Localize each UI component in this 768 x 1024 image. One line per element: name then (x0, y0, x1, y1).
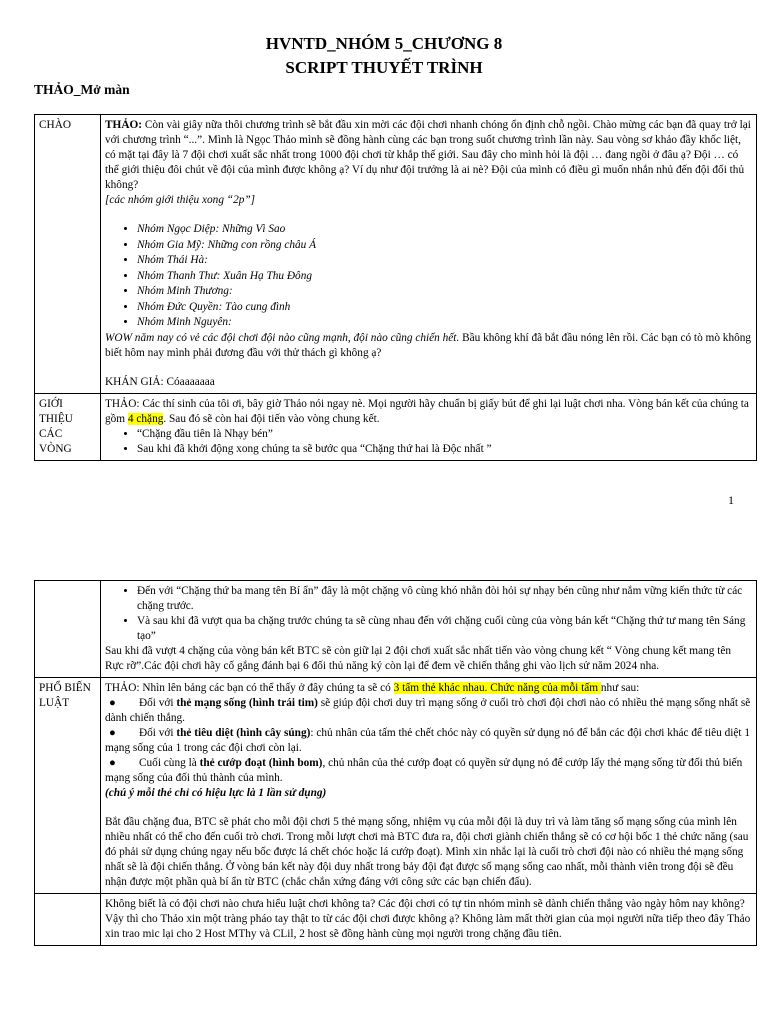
bullet-icon: ● (109, 697, 116, 709)
rule-note: (chú ý mỗi thẻ chỉ có hiệu lực là 1 lần sử dụng) (105, 787, 327, 799)
row-label: PHỔ BIẾN LUẬT (35, 678, 101, 894)
page-number: 1 (728, 493, 734, 507)
row-content (101, 581, 757, 678)
intro-text: THẢO: Các thí sinh của tôi ơi, bây giờ Thảo nói ngay nè. Mọi người hãy chuẩn bị giấy bút để ghi lại luật chơi nha. Vòng bán kết của chúng ta gồm (105, 397, 749, 425)
row-content (101, 894, 757, 946)
final-paragraph: Sau khi đã vượt 4 chặng của vòng bán kết BTC sẽ còn giữ lại 2 đội chơi xuất sắc nhất tiến vào vòng chung kết “ Vòng chung kết mang tên Rực rỡ”.Các đội chơi hãy cố gắng đánh bại 6 đối thủ năng ký còn lại để đem về chiến thắng ghi vào lịch sử năm 2024 nha. (105, 645, 732, 672)
rule-text: Đối với (139, 727, 177, 739)
row-label (35, 581, 101, 678)
row-content (101, 678, 757, 894)
list-item: • Nhóm Ngọc Diệp: Những Vì Sao (137, 222, 752, 238)
bullet-icon: ● (109, 757, 116, 769)
intro-text: Còn vài giây nữa thôi chương trình sẽ bắt đầu xin mời các đội chơi nhanh chóng ổn định chỗ ngồi. Chào mừng các bạn đã quay trở lại với chương trình “...”. Mình là Ngọc Thảo mình sẽ đồng hành cùng các bạn trong suốt chương trình lần này. Sau vòng sơ khảo đầy khốc liệt, có mặt tại đây là 7 đội chơi xuất sắc nhất trong 1000 đội chơi từ khắp thế giới. Sau đây cho mình hỏi là đội … đang ngồi ở đâu ạ? Đội … có thể giới thiệu đôi chút về đội của mình được không ạ? Ví dụ như đội trưởng là ai nè? Đội của mình có điều gì muốn nhắn nhủ đến đội đối thủ không? (105, 119, 751, 191)
rule-item (105, 696, 752, 726)
rule-card-name: thẻ tiêu diệt (hình cây súng) (176, 727, 311, 739)
rule-text: : chủ nhân của tấm thẻ chết chóc này có quyền sử dụng nó để bắn các đội chơi khác để tiêu diệt 1 mạng sống của 1 trong các đội chơi còn lại. (105, 727, 751, 754)
highlighted-text: 3 tấm thẻ khác nhau. Chức năng của mỗi tấm (393, 682, 601, 694)
row-label: GIỚI THIỆU CÁC VÒNG (35, 393, 101, 460)
rule-card-name: thẻ mạng sống (hình trái tim) (176, 697, 318, 709)
list-item: • Và sau khi đã vượt qua ba chặng trước chúng ta sẽ cùng nhau đến với chặng cuối cùng của vòng bán kết “Chặng thứ tư mang tên Sáng tạo” (137, 614, 752, 644)
audience-line: KHÁN GIẢ: Cóaaaaaaa (105, 375, 215, 388)
table-row-pho-bien (35, 678, 757, 894)
list-item: • Nhóm Minh Nguyên: (137, 315, 752, 331)
speaker-name: THẢO: (105, 119, 143, 131)
rule-item (105, 756, 752, 786)
stage-note: [các nhóm giới thiệu xong “2p”] (105, 194, 256, 206)
table-row-continue (35, 581, 757, 678)
intro-text: THẢO: Nhìn lên bảng các bạn có thể thấy ở đây chúng ta sẽ có (105, 682, 394, 694)
page-gap (0, 525, 768, 560)
stage-list (105, 584, 752, 644)
script-table-2 (34, 580, 757, 946)
bullet-icon: ● (109, 727, 116, 739)
table-row-gioi-thieu (35, 393, 757, 460)
rule-card-name: thẻ cướp đoạt (hình bom) (199, 757, 323, 769)
wow-italic-text: WOW năm nay có vẻ các đội chơi đội nào cũng mạnh, đội nào cũng chiến hết. (105, 331, 460, 344)
script-table-1 (34, 114, 757, 461)
document-page-2 (0, 560, 768, 1024)
rule-item (105, 726, 752, 756)
table-row-chao (35, 115, 757, 394)
stage-list (105, 427, 752, 457)
rule-text: sẽ giúp đội chơi duy trì mạng sống ở cuối trò chơi đội chơi nào có nhiều thẻ mạng sống nhất sẽ dành chiến thắng. (105, 697, 751, 724)
list-item: • Đến với “Chặng thứ ba mang tên Bí ẩn” đây là một chặng vô cùng khó nhằn đòi hỏi sự nhạy bén cũng như nắm vững kiến thức từ các chặng trước. (137, 584, 752, 614)
section-heading: THẢO_Mở màn (34, 82, 130, 97)
row-label (35, 894, 101, 946)
list-item: • Sau khi đã khởi động xong chúng ta sẽ bước qua “Chặng thứ hai là Độc nhất ” (137, 442, 752, 457)
list-item: • Nhóm Đức Quyền: Tào cung đình (137, 300, 752, 316)
wow-rest-text: Bầu không khí đã bắt đầu nóng lên rồi. Các bạn có tò mò không biết hôm nay mình phải đương đầu với thử thách gì không ạ? (105, 331, 752, 359)
rules-paragraph: Bắt đầu chặng đua, BTC sẽ phát cho mỗi đội chơi 5 thẻ mạng sống, nhiệm vụ của mỗi đội là duy trì và làm tăng số mạng sống của mình lên nhiều nhất có thể cho đến cuối trò chơi. Trong mỗi lượt chơi mà BTC đưa ra, đội chơi giành chiến thắng sẽ có cơ hội bốc 1 thẻ chức năng (sau đó phải sử dụng chúng ngay nếu bốc được lá chết chóc hoặc lá cướp đoạt). Mình xin nhắc lại là cuối trò chơi đội nào có nhiều thẻ mạng sống nhất sẽ là đội chiến thắng. Ở vòng bán kết này đội duy nhất trong bảy đội đạt được số mạng sống cao nhất, mỗi thành viên trong đội sẽ đều nhận được một phần quà bí ẩn từ BTC (chắc chắn xứng đáng với công sức các bạn chiến đấu). (105, 816, 749, 888)
intro-paragraph (105, 681, 752, 696)
intro-paragraph (105, 397, 752, 427)
intro-text-end: như sau: (600, 682, 640, 694)
table-row-last (35, 894, 757, 946)
rule-text: Cuối cùng là (139, 757, 200, 769)
intro-paragraph (105, 118, 752, 193)
team-list (105, 222, 752, 331)
list-item: • Nhóm Thanh Thư: Xuân Hạ Thu Đông (137, 269, 752, 285)
rule-text: Đối với (139, 697, 177, 709)
list-item: • Nhóm Gia Mỹ: Những con rồng châu Á (137, 238, 752, 254)
list-item: • Nhóm Minh Thương: (137, 284, 752, 300)
intro-text-end: . Sau đó sẽ còn hai đội tiến vào vòng chung kết. (163, 412, 380, 425)
row-content (101, 393, 757, 460)
list-item: • Nhóm Thái Hà: (137, 253, 752, 269)
list-item: • “Chặng đầu tiên là Nhạy bén” (137, 427, 752, 442)
closing-paragraph: Không biết là có đội chơi nào chưa hiểu luật chơi không ta? Các đội chơi có tự tin nhóm mình sẽ dành chiến thắng vào ngày hôm nay không? Vậy thì cho Thảo xin một tràng pháo tay thật to từ các đội chơi được không ạ? Không làm mất thời gian của mọi người nữa tiếp theo đây Thảo xin trao mic lại cho 2 Host MThy và CLil, 2 host sẽ đồng hành cùng mọi người trong chặng đầu tiên. (105, 898, 751, 940)
highlighted-text: 4 chặng (127, 412, 164, 425)
wow-paragraph (105, 331, 752, 361)
document-subtitle: SCRIPT THUYẾT TRÌNH (285, 58, 483, 77)
document-title: HVNTD_NHÓM 5_CHƯƠNG 8 (265, 34, 503, 53)
rule-text: , chủ nhân của thẻ cướp đoạt có quyền sử dụng nó để cướp lấy thẻ mạng sống từ đối thủ biến mạng sống của đối thủ thành của mình. (105, 757, 743, 784)
row-label: CHÀO (35, 115, 101, 394)
row-content (101, 115, 757, 394)
